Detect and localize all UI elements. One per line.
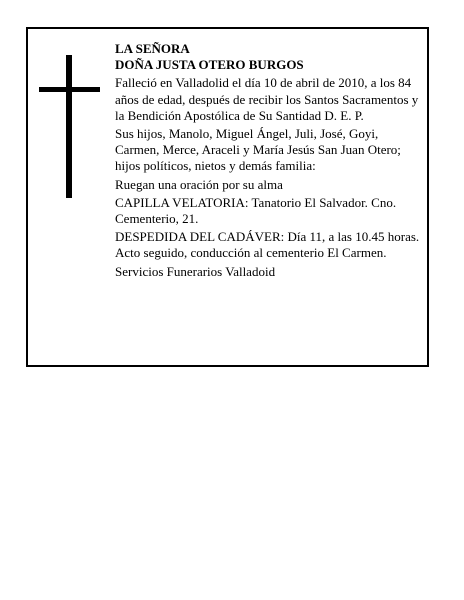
- cross-vertical-bar: [66, 55, 72, 198]
- funeral-home: Servicios Funerarios Valladoid: [115, 263, 276, 279]
- cross-icon: [39, 55, 101, 198]
- death-paragraph: Falleció en Valladolid el día 10 de abril de 2010, a los 84 años de edad, después de recibir los Santos Sacramentos y la Bendición Apostólica de Su Santidad D. E. P.: [115, 75, 419, 123]
- deceased-name: DOÑA JUSTA OTERO BURGOS: [115, 57, 304, 73]
- notice-title-line-1: LA SEÑORA: [115, 41, 190, 56]
- chapel-paragraph: CAPILLA VELATORIA: Tanatorio El Salvador. Cno. Cementerio, 21.: [115, 194, 397, 227]
- obituary-notice: [26, 27, 429, 367]
- farewell-paragraph: DESPEDIDA DEL CADÁVER: Día 11, a las 10.45 horas. Acto seguido, conducción al cementerio El Carmen.: [115, 229, 420, 261]
- prayer-request: Ruegan una oración por su alma: [115, 176, 283, 192]
- cross-horizontal-bar: [39, 87, 100, 92]
- notice-text: [115, 41, 420, 280]
- family-paragraph: Sus hijos, Manolo, Miguel Ángel, Juli, José, Goyi, Carmen, Merce, Araceli y María Jesús San Juan Otero; hijos políticos, nietos y demás familia:: [115, 126, 401, 174]
